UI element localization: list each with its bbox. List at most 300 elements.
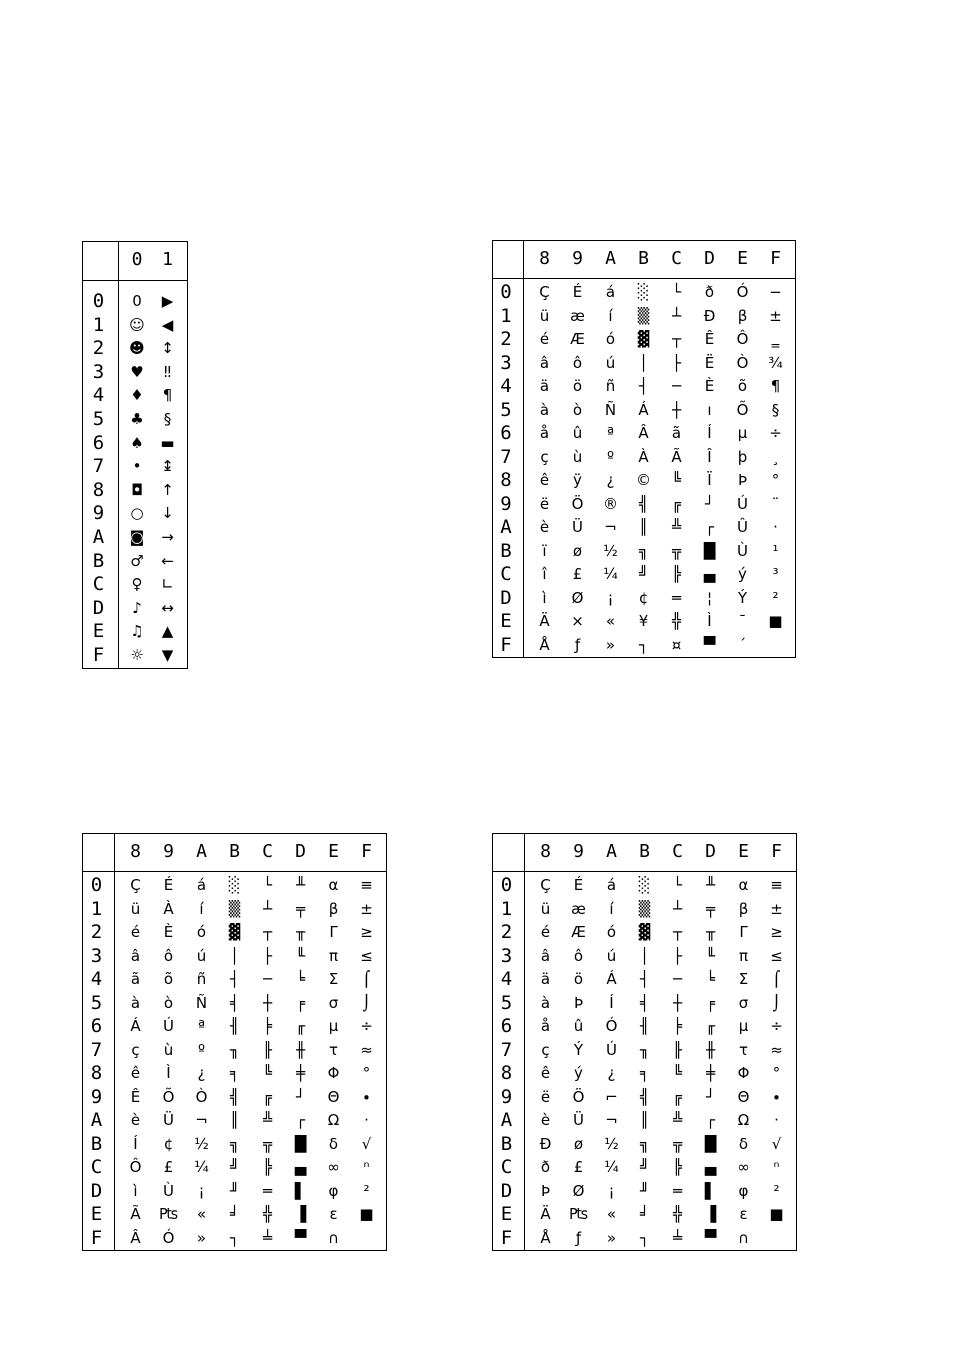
table-cell: ╬ — [671, 612, 682, 630]
table-cell: ╚ — [262, 1064, 273, 1082]
table-cell: ╕ — [639, 1064, 650, 1082]
column-header: A — [606, 841, 617, 862]
table-cell: Ã — [130, 1205, 141, 1223]
table-cell: ♦ — [130, 386, 144, 405]
table-cell: è — [130, 1111, 141, 1129]
row-label: B — [92, 549, 105, 572]
table-cell: ≥ — [770, 923, 783, 941]
table-cell: ê — [539, 471, 550, 489]
row-label: F — [92, 644, 105, 666]
table-cell: ╘ — [705, 970, 716, 988]
table-cell: ╟ — [672, 1040, 683, 1059]
table-cell: Ê — [130, 1087, 141, 1106]
column-header: D — [295, 841, 306, 862]
table-cell: ┌ — [295, 1111, 306, 1129]
table-cell: ³ — [772, 565, 779, 583]
table-cell: ▼ — [161, 646, 174, 664]
table-cell: Æ — [571, 923, 586, 941]
table-cell: ò — [572, 400, 583, 419]
table-cell: ½ — [603, 541, 618, 560]
table-cell: ⌐ — [605, 1087, 618, 1106]
table-cell: § — [771, 400, 780, 419]
table-cell: τ — [328, 1040, 339, 1059]
table-cell: è — [540, 1111, 551, 1129]
row-label: 7 — [500, 1038, 513, 1061]
table-cell: ┴ — [672, 899, 683, 918]
table-cell: Ù — [163, 1181, 174, 1200]
table-cell: ┼ — [671, 400, 682, 419]
table-cell: Σ — [328, 970, 339, 988]
table-cell: Ω — [737, 1111, 750, 1129]
table-cell: µ — [737, 424, 748, 442]
row-label: F — [500, 1226, 513, 1249]
table-cell: é — [540, 923, 551, 941]
table-cell: ∞ — [327, 1158, 340, 1176]
table-cell: σ — [738, 993, 749, 1012]
table-cell: ╥ — [295, 923, 306, 941]
row-label: 0 — [90, 874, 103, 896]
row-label: D — [500, 1179, 513, 1202]
table-cell: ▀ — [703, 635, 716, 654]
table-cell: ╡ — [229, 993, 240, 1012]
table-cell: ° — [772, 1064, 781, 1082]
table-cell: ╗ — [638, 541, 649, 560]
table-cell: Î — [707, 447, 712, 466]
table-cell: ╞ — [672, 1017, 683, 1035]
row-label: C — [500, 563, 512, 585]
table-cell: Ì — [166, 1064, 171, 1082]
table-cell: ╙ — [295, 946, 306, 965]
row-label: E — [500, 610, 512, 632]
table-cell: Ì — [707, 612, 712, 630]
table-cell: ┤ — [229, 970, 240, 988]
table-cell: ¡ — [607, 588, 614, 607]
table-cell: ▐ — [294, 1205, 307, 1223]
table-cell: Γ — [329, 923, 338, 941]
table-cell: Â — [638, 424, 649, 442]
row-label: 1 — [500, 897, 513, 920]
table-cell: ¾ — [768, 353, 783, 372]
table-cell: ñ — [605, 377, 616, 395]
table-cell: ÷ — [769, 424, 782, 442]
table-cell: ├ — [672, 946, 683, 965]
row-label: 3 — [90, 944, 103, 967]
table-cell: Ý — [573, 1040, 584, 1059]
table-cell: á — [606, 876, 617, 894]
table-cell: ╢ — [639, 1017, 650, 1035]
table-cell: õ — [163, 970, 174, 988]
table-cell: ² — [772, 588, 779, 607]
table-cell: ╖ — [639, 1040, 650, 1059]
label-column-divider — [118, 242, 119, 668]
table-cell: Ñ — [604, 400, 617, 419]
row-label: 3 — [92, 360, 105, 383]
table-cell: · — [773, 518, 778, 536]
table-cell: ö — [572, 377, 583, 395]
table-cell: ╬ — [672, 1205, 683, 1223]
table-cell: ¬ — [605, 1111, 618, 1129]
table-cell: ± — [769, 306, 782, 325]
table-cell: ç — [541, 1040, 550, 1059]
table-cell: ┬ — [672, 923, 683, 941]
table-cell: ê — [540, 1064, 551, 1082]
table-cell: ╚ — [672, 1064, 683, 1082]
row-label: 5 — [92, 408, 105, 430]
column-header: 1 — [162, 249, 173, 270]
table-cell: ± — [360, 899, 373, 918]
table-cell: ♂ — [130, 551, 144, 570]
column-header: F — [770, 248, 781, 269]
table-cell: ╫ — [295, 1040, 306, 1059]
table-cell: ü — [130, 899, 141, 918]
row-label: D — [92, 596, 105, 619]
row-label: 1 — [92, 313, 105, 336]
table-cell: ▌ — [294, 1181, 307, 1200]
table-cell: ú — [606, 946, 617, 965]
table-cell: Í — [707, 424, 712, 442]
table-cell: Ñ — [195, 993, 208, 1012]
table-cell: Ú — [606, 1040, 617, 1059]
table-cell: ´ — [738, 635, 747, 654]
column-header: A — [605, 248, 616, 269]
table-cell: ╦ — [672, 1134, 683, 1153]
table-cell: ☻ — [129, 339, 145, 358]
table-cell: ╠ — [262, 1158, 273, 1176]
table-cell: ú — [196, 946, 207, 965]
table-cell: ¢ — [638, 588, 649, 607]
table-cell: ╝ — [639, 1158, 650, 1176]
table-cell: Ò — [736, 353, 749, 372]
table-cell: ○ — [130, 504, 144, 523]
table-cell: ╦ — [262, 1134, 273, 1153]
table-cell: « — [196, 1205, 207, 1223]
row-label: 1 — [500, 304, 512, 327]
row-label: 4 — [90, 968, 103, 990]
table-cell: ô — [572, 353, 583, 372]
row-label: A — [92, 526, 105, 548]
table-cell: Ý — [737, 588, 748, 607]
row-label: 1 — [90, 897, 103, 920]
table-cell: ▓ — [637, 330, 650, 348]
table-cell: ü — [540, 899, 551, 918]
table-cell: Ø — [571, 588, 584, 607]
table-cell: ¿ — [607, 1064, 616, 1082]
table-cell: ₧ — [568, 1205, 589, 1223]
table-cell: ☼ — [130, 646, 144, 664]
table-cell: ⌡ — [362, 993, 371, 1012]
table-cell: │ — [638, 353, 649, 372]
table-cell: ■ — [359, 1205, 374, 1223]
table-cell: ╦ — [671, 541, 682, 560]
table-cell: █ — [704, 1134, 717, 1153]
table-cell: ¼ — [604, 1158, 619, 1176]
table-cell: φ — [738, 1181, 749, 1200]
column-header: F — [361, 841, 372, 862]
table-cell: Ä — [539, 612, 550, 630]
table-cell: û — [573, 1017, 584, 1035]
table-cell: ├ — [671, 353, 682, 372]
table-cell: © — [636, 471, 651, 489]
row-label: B — [500, 539, 512, 562]
table-cell: ┤ — [639, 970, 650, 988]
table-cell: → — [161, 528, 174, 546]
table-cell: ã — [130, 970, 141, 988]
table-cell: ▄ — [703, 565, 716, 583]
column-header: D — [704, 248, 715, 269]
table-bottom-right — [492, 833, 797, 1251]
column-header: E — [328, 841, 339, 862]
table-cell: ø — [572, 541, 583, 560]
table-cell: Æ — [570, 330, 585, 348]
table-cell: § — [163, 410, 172, 428]
table-cell: Γ — [739, 923, 748, 941]
table-cell: ┌ — [704, 518, 715, 536]
table-cell: å — [539, 424, 550, 442]
table-cell: £ — [572, 565, 583, 583]
table-cell: « — [606, 1205, 617, 1223]
row-label: 8 — [500, 1062, 513, 1084]
table-cell: ┬ — [671, 330, 682, 348]
table-cell: º — [197, 1040, 206, 1059]
header-divider — [83, 871, 386, 872]
table-cell: é — [539, 330, 550, 348]
table-cell: ┤ — [638, 377, 649, 395]
label-column-divider — [524, 834, 525, 1250]
table-cell: ╠ — [672, 1158, 683, 1176]
table-cell: Ü — [163, 1111, 174, 1129]
table-cell: ╩ — [671, 518, 682, 536]
table-cell: à — [130, 993, 141, 1012]
table-cell: ë — [540, 1087, 551, 1106]
row-label: 2 — [500, 921, 513, 943]
table-cell: í — [609, 899, 614, 918]
table-cell: ç — [131, 1040, 140, 1059]
table-cell: Σ — [738, 970, 749, 988]
row-label: E — [90, 1203, 103, 1225]
table-cell: ☺ — [129, 315, 145, 334]
table-cell: ã — [671, 424, 682, 442]
table-cell: å — [540, 1017, 551, 1035]
table-cell: ♪ — [132, 598, 142, 617]
table-cell: ╬ — [262, 1205, 273, 1223]
table-cell: ◘ — [131, 480, 143, 499]
table-cell: σ — [328, 993, 339, 1012]
table-cell: » — [605, 635, 616, 654]
table-cell: ┘ — [295, 1087, 306, 1106]
table-cell: ¶ — [162, 386, 173, 405]
table-cell: ∞ — [737, 1158, 750, 1176]
column-header: F — [771, 841, 782, 862]
table-cell: ⌠ — [362, 970, 371, 988]
table-cell: ╜ — [229, 1181, 240, 1200]
table-cell: µ — [328, 1017, 339, 1035]
header-divider — [493, 871, 796, 872]
table-cell: α — [738, 876, 749, 894]
table-cell: ╟ — [262, 1040, 273, 1059]
row-label: B — [500, 1132, 513, 1155]
table-cell: ∙ — [771, 1087, 782, 1106]
row-label: 8 — [92, 478, 105, 501]
table-cell: ╚ — [671, 471, 682, 489]
table-cell: í — [199, 899, 204, 918]
table-cell: Í — [609, 993, 614, 1012]
row-label: 2 — [500, 328, 512, 350]
table-cell: ä — [540, 970, 551, 988]
table-cell: ┐ — [638, 635, 649, 654]
row-label: F — [500, 633, 512, 656]
table-cell: ÷ — [770, 1017, 783, 1035]
table-cell: ¡ — [198, 1181, 205, 1200]
table-cell: 0 — [132, 292, 142, 310]
table-cell: ╡ — [639, 993, 650, 1012]
table-cell: º — [606, 447, 615, 466]
table-cell: ╛ — [229, 1205, 240, 1223]
row-label: A — [500, 516, 512, 538]
table-cell: Þ — [737, 471, 748, 489]
table-cell: Ú — [737, 494, 748, 513]
table-cell: ╧ — [262, 1228, 273, 1247]
row-label: 8 — [90, 1062, 103, 1084]
table-cell: ¢ — [163, 1134, 174, 1153]
table-cell: ô — [163, 946, 174, 965]
table-cell: ₧ — [158, 1205, 179, 1223]
table-cell: ╣ — [229, 1087, 240, 1106]
table-cell: ♣ — [130, 410, 144, 428]
table-cell: ≈ — [770, 1040, 783, 1059]
table-cell: ─ — [672, 970, 683, 988]
table-cell: Ò — [195, 1087, 208, 1106]
row-label: 3 — [500, 351, 512, 374]
table-cell: ‼ — [163, 362, 172, 381]
table-cell: ö — [573, 970, 584, 988]
table-cell: · — [774, 1111, 779, 1129]
table-cell: ♥ — [130, 362, 144, 381]
table-cell: ó — [196, 923, 207, 941]
column-header: D — [705, 841, 716, 862]
row-label: 3 — [500, 944, 513, 967]
table-cell: Å — [539, 635, 550, 654]
table-cell: ü — [539, 306, 550, 325]
table-cell: Þ — [540, 1181, 551, 1200]
table-cell: â — [539, 353, 550, 372]
row-label: 4 — [92, 384, 105, 407]
table-cell: ä — [539, 377, 550, 395]
table-cell: ╓ — [705, 1017, 716, 1035]
table-cell: α — [328, 876, 339, 894]
table-cell: φ — [328, 1181, 339, 1200]
row-label: 6 — [500, 422, 512, 444]
row-label: 2 — [92, 337, 105, 360]
table-cell: ç — [540, 447, 549, 466]
table-cell: á — [605, 283, 616, 301]
table-cell: Ü — [573, 1111, 584, 1129]
table-cell: ↔ — [161, 598, 174, 617]
table-cell: ▌ — [704, 1181, 717, 1200]
table-cell: ¼ — [603, 565, 618, 583]
table-cell: Ç — [540, 876, 551, 894]
table-cell: ♫ — [130, 622, 144, 641]
row-label: C — [92, 573, 105, 596]
table-cell: ┘ — [705, 1087, 716, 1106]
table-cell: ¤ — [671, 635, 682, 654]
table-cell: Ä — [540, 1205, 551, 1223]
row-label: 9 — [500, 492, 512, 515]
table-cell: ¨ — [771, 494, 780, 513]
table-cell: │ — [229, 946, 240, 965]
table-cell: ┴ — [262, 899, 273, 918]
table-cell: É — [573, 876, 584, 894]
table-cell: Ö — [572, 1087, 585, 1106]
table-cell: ─ — [262, 970, 273, 988]
column-header: E — [737, 248, 748, 269]
column-header: 0 — [131, 249, 143, 270]
table-cell: ø — [573, 1134, 584, 1153]
table-cell: Ó — [736, 283, 749, 301]
table-cell: ↨ — [161, 457, 174, 476]
table-cell: ┌ — [705, 1111, 716, 1129]
table-cell: ═ — [671, 588, 682, 607]
table-cell: ¸ — [771, 447, 780, 466]
table-cell: ñ — [196, 970, 207, 988]
table-cell: ↕ — [161, 339, 174, 358]
row-label: C — [90, 1156, 103, 1178]
table-cell: ¶ — [770, 377, 781, 395]
row-label: C — [500, 1156, 513, 1178]
row-label: 7 — [500, 445, 512, 468]
table-cell: ╥ — [705, 923, 716, 941]
table-cell: ═ — [672, 1181, 683, 1200]
table-cell: ð — [540, 1158, 551, 1176]
table-cell: ◀ — [161, 315, 174, 334]
table-cell: │ — [639, 946, 650, 965]
table-cell: Ó — [162, 1228, 175, 1247]
table-cell: ╕ — [229, 1064, 240, 1082]
table-cell: Ð — [703, 306, 716, 325]
table-cell: µ — [738, 1017, 749, 1035]
table-cell: í — [608, 306, 613, 325]
table-cell: ▄ — [294, 1158, 307, 1176]
table-cell: ■ — [768, 612, 783, 630]
table-cell: × — [571, 612, 584, 630]
table-cell: Ô — [129, 1158, 142, 1176]
table-cell: æ — [571, 899, 586, 918]
table-cell: à — [540, 993, 551, 1012]
table-cell: ÷ — [360, 1017, 373, 1035]
table-cell: ≡ — [360, 876, 373, 894]
table-cell: ▀ — [704, 1228, 717, 1247]
table-cell: Ë — [704, 353, 715, 372]
table-cell: æ — [570, 306, 585, 325]
table-cell: ½ — [194, 1134, 209, 1153]
table-cell: δ — [738, 1134, 749, 1153]
table-cell: Ï — [707, 471, 712, 489]
table-cell: Ð — [539, 1134, 552, 1153]
table-cell: ╩ — [672, 1111, 683, 1129]
table-cell: ┘ — [704, 494, 715, 513]
row-label: 5 — [500, 991, 513, 1014]
table-cell: Θ — [327, 1087, 340, 1106]
table-cell: ┴ — [671, 306, 682, 325]
table-cell: Û — [737, 518, 748, 536]
table-cell: ▓ — [638, 923, 651, 941]
table-cell: ┐ — [639, 1228, 650, 1247]
table-cell: Õ — [736, 400, 749, 419]
table-cell: ¥ — [638, 612, 649, 630]
row-label: D — [90, 1179, 103, 1202]
header-divider — [83, 280, 187, 281]
table-cell: ╔ — [671, 494, 682, 513]
row-label: 9 — [92, 502, 105, 525]
